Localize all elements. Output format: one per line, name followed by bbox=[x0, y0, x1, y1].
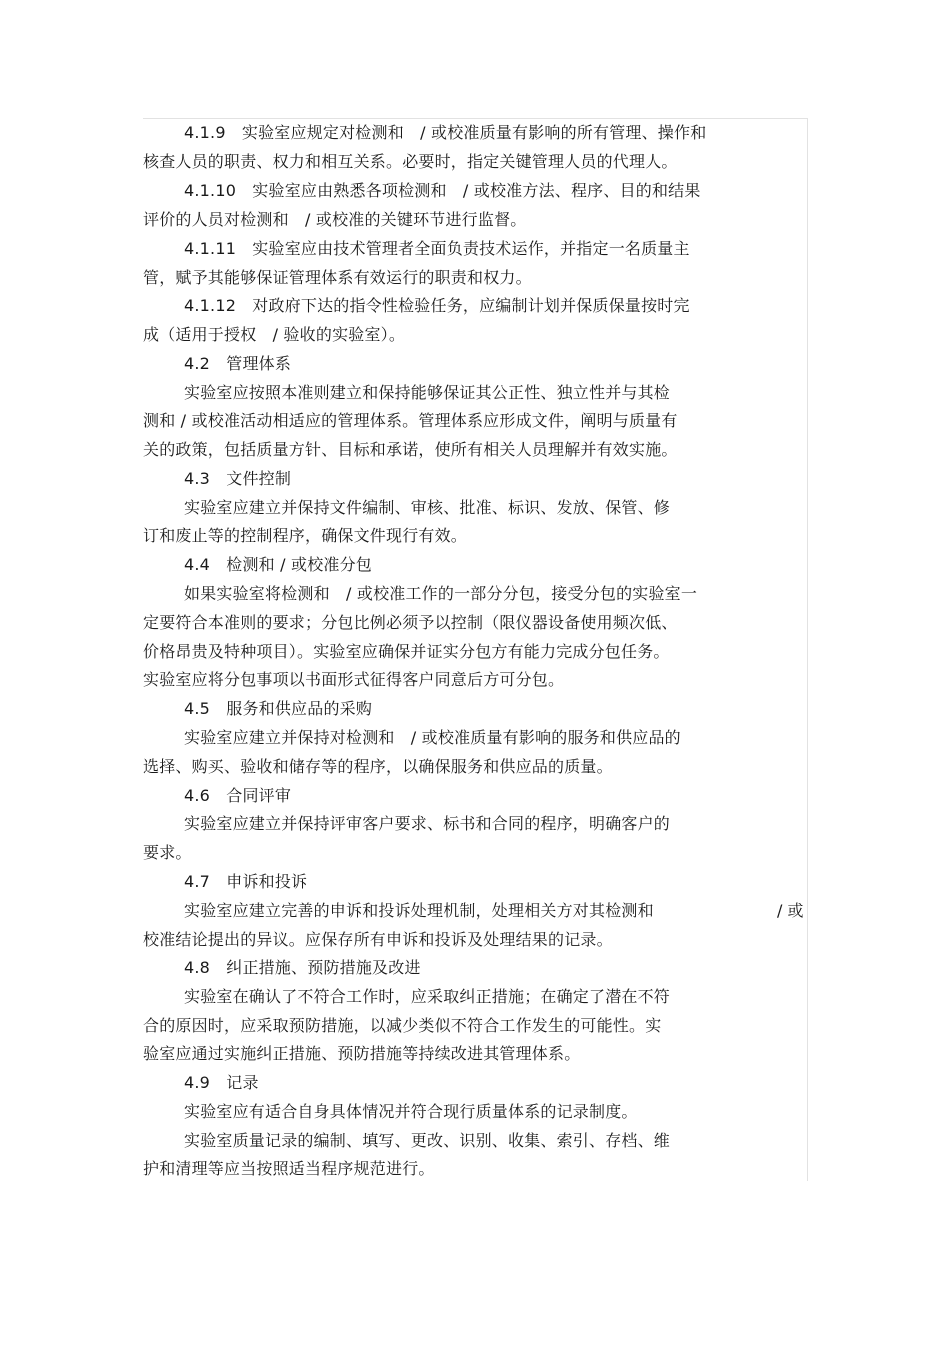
clause-4-1-9-line-2: 核查人员的职责、权力和相互关系。必要时，指定关键管理人员的代理人。 bbox=[143, 152, 678, 171]
para-4-7-line-1-tail: / 或 bbox=[777, 901, 804, 920]
clause-4-1-11-line-1: 4.1.11 实验室应由技术管理者全面负责技术运作，并指定一名质量主 bbox=[184, 239, 690, 258]
clause-4-1-9-line-1: 4.1.9 实验室应规定对检测和 / 或校准质量有影响的所有管理、操作和 bbox=[184, 123, 707, 142]
para-4-5-line-2: 选择、购买、验收和储存等的程序，以确保服务和供应品的质量。 bbox=[143, 757, 613, 776]
para-4-2-line-1: 实验室应按照本准则建立和保持能够保证其公正性、独立性并与其检 bbox=[184, 383, 671, 402]
para-4-7-line-1: 实验室应建立完善的申诉和投诉处理机制，处理相关方对其检测和 bbox=[184, 901, 654, 920]
para-4-9-2-line-1: 实验室质量记录的编制、填写、更改、识别、收集、索引、存档、维 bbox=[184, 1131, 671, 1150]
heading-4-7: 4.7 申诉和投诉 bbox=[184, 872, 308, 891]
para-4-4-line-4: 实验室应将分包事项以书面形式征得客户同意后方可分包。 bbox=[143, 670, 565, 689]
clause-4-1-11-line-2: 管，赋予其能够保证管理体系有效运行的职责和权力。 bbox=[143, 268, 532, 287]
para-4-4-line-3: 价格昂贵及特种项目）。实验室应确保并证实分包方有能力完成分包任务。 bbox=[143, 642, 670, 661]
heading-4-5: 4.5 服务和供应品的采购 bbox=[184, 699, 373, 718]
clause-4-1-12-line-1: 4.1.12 对政府下达的指令性检验任务，应编制计划并保质保量按时完 bbox=[184, 296, 690, 315]
heading-4-4: 4.4 检测和 / 或校准分包 bbox=[184, 555, 373, 574]
para-4-3-line-1: 实验室应建立并保持文件编制、审核、批准、标识、发放、保管、修 bbox=[184, 498, 671, 517]
para-4-9-2-line-2: 护和清理等应当按照适当程序规范进行。 bbox=[143, 1159, 435, 1178]
clause-4-1-12-line-2: 成（适用于授权 / 验收的实验室）。 bbox=[143, 325, 406, 344]
para-4-8-line-2: 合的原因时，应采取预防措施，以减少类似不符合工作发生的可能性。实 bbox=[143, 1016, 662, 1035]
para-4-6-line-1: 实验室应建立并保持评审客户要求、标书和合同的程序，明确客户的 bbox=[184, 814, 671, 833]
clause-4-1-10-line-2: 评价的人员对检测和 / 或校准的关键环节进行监督。 bbox=[143, 210, 527, 229]
heading-4-8: 4.8 纠正措施、预防措施及改进 bbox=[184, 958, 421, 977]
para-4-7-line-2: 校准结论提出的异议。应保存所有申诉和投诉及处理结果的记录。 bbox=[143, 930, 613, 949]
para-4-4-line-2: 定要符合本准则的要求；分包比例必须予以控制（限仪器设备使用频次低、 bbox=[143, 613, 678, 632]
para-4-6-line-2: 要求。 bbox=[143, 843, 192, 862]
clause-4-1-10-line-1: 4.1.10 实验室应由熟悉各项检测和 / 或校准方法、程序、目的和结果 bbox=[184, 181, 701, 200]
para-4-2-line-3: 关的政策，包括质量方针、目标和承诺，使所有相关人员理解并有效实施。 bbox=[143, 440, 678, 459]
heading-4-6: 4.6 合同评审 bbox=[184, 786, 292, 805]
para-4-4-line-1: 如果实验室将检测和 / 或校准工作的一部分分包，接受分包的实验室一 bbox=[184, 584, 698, 603]
para-4-2-line-2: 测和 / 或校准活动相适应的管理体系。管理体系应形成文件，阐明与质量有 bbox=[143, 411, 678, 430]
para-4-3-line-2: 订和废止等的控制程序，确保文件现行有效。 bbox=[143, 526, 468, 545]
heading-4-2: 4.2 管理体系 bbox=[184, 354, 292, 373]
para-4-9-line-1: 实验室应有适合自身具体情况并符合现行质量体系的记录制度。 bbox=[184, 1102, 638, 1121]
para-4-8-line-1: 实验室在确认了不符合工作时，应采取纠正措施；在确定了潜在不符 bbox=[184, 987, 671, 1006]
heading-4-9: 4.9 记录 bbox=[184, 1073, 259, 1092]
heading-4-3: 4.3 文件控制 bbox=[184, 469, 292, 488]
para-4-8-line-3: 验室应通过实施纠正措施、预防措施等持续改进其管理体系。 bbox=[143, 1044, 581, 1063]
para-4-5-line-1: 实验室应建立并保持对检测和 / 或校准质量有影响的服务和供应品的 bbox=[184, 728, 681, 747]
